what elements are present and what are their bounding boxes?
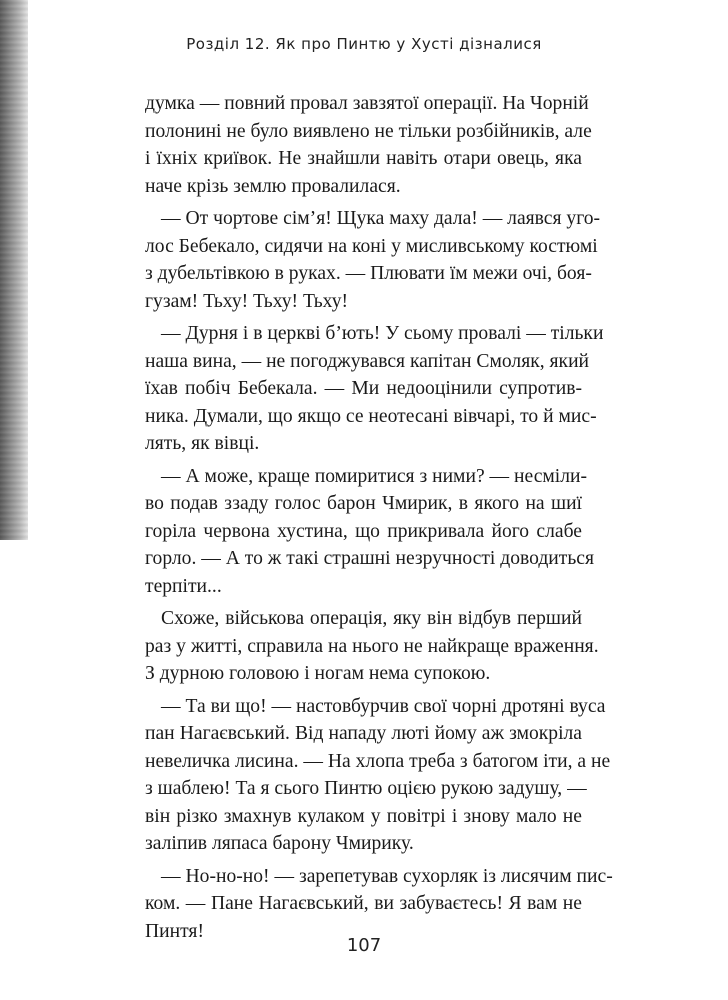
text-line: — А може, краще помиритися з ними? — несміли-: [161, 465, 588, 487]
text-line: — От чортове сім’я! Щука маху дала! — лаявся уго-: [161, 208, 601, 229]
paragraph: [145, 90, 592, 200]
text-line: наче крізь землю провалилася.: [145, 175, 401, 197]
text-line: — Но-но-но! — зарепетував сухорляк із лисячим пис-: [161, 865, 613, 887]
text-line: ком. — Пане Нагаєвський, ви забуваєтесь! Я вам не: [145, 893, 582, 914]
text-line: полонині не було виявлено не тільки розбійників, але: [145, 120, 592, 142]
text-line: пан Нагаєвський. Від нападу люті йому аж змокріла: [145, 723, 582, 744]
text-line: З дурною головою і ногам нема супокою.: [145, 663, 491, 684]
text-line: во подав ззаду голос барон Чмирик, в якого на шиї: [145, 493, 582, 514]
text-line: Схоже, військова операція, яку він відбув перший: [161, 608, 582, 629]
text-line: ника. Думали, що якщо се неотесані вівчарі, то й мис-: [145, 405, 597, 427]
text-line: — Дурня і в церкві б’ють! У сьому провалі — тільки: [161, 323, 604, 344]
paragraph: [145, 320, 604, 458]
text-line: наша вина, — не погоджувався капітан Смоляк, який: [145, 350, 590, 372]
body-text: [145, 90, 613, 945]
text-line: горло. — А то ж такі страшні незручності доводиться: [145, 548, 595, 569]
text-line: їхав побіч Бебекала. — Ми недооцінили супротив-: [145, 378, 582, 399]
text-line: гузам! Тьху! Тьху! Тьху!: [145, 290, 349, 312]
text-line: терпіти...: [145, 575, 222, 597]
text-line: лять, як вівці.: [145, 433, 260, 454]
text-line: горіла червона хустина, що прикривала його слабе: [145, 520, 582, 542]
text-line: з дубельтівкою в руках. — Плювати їм межи очі, боя-: [145, 263, 592, 284]
text-line: і їхніх криївок. Не знайшли навіть отари овець, яка: [145, 148, 582, 169]
paragraph: [145, 463, 595, 601]
text-line: лос Бебекало, сидячи на коні у мисливському костюмі: [145, 235, 598, 257]
text-line: він різко змахнув кулаком у повітрі і знову мало не: [145, 805, 582, 827]
text-line: раз у житті, справила на нього не найкраще враження.: [145, 635, 599, 657]
text-line: — Та ви що! — настовбурчив свої чорні дротяні вуса: [161, 695, 606, 717]
paragraph: [145, 605, 599, 688]
running-header: Розділ 12. Як про Пинтю у Хусті дізналися: [186, 35, 542, 53]
text-line: з шаблею! Та я сього Пинтю оцією рукою задушу, —: [145, 778, 587, 799]
text-line: думка — повний провал завзятої операції. На Чорній: [145, 93, 589, 114]
paragraph: [145, 693, 611, 858]
text-line: заліпив ляпаса барону Чмирику.: [145, 833, 414, 854]
page-number: 107: [346, 935, 382, 956]
text-line: Пинтя!: [145, 920, 204, 942]
page-edge-shadow: [0, 0, 28, 540]
text-line: невеличка лисина. — На хлопа треба з батогом іти, а не: [145, 750, 611, 772]
paragraph: [145, 205, 601, 315]
paragraph: [145, 863, 613, 946]
